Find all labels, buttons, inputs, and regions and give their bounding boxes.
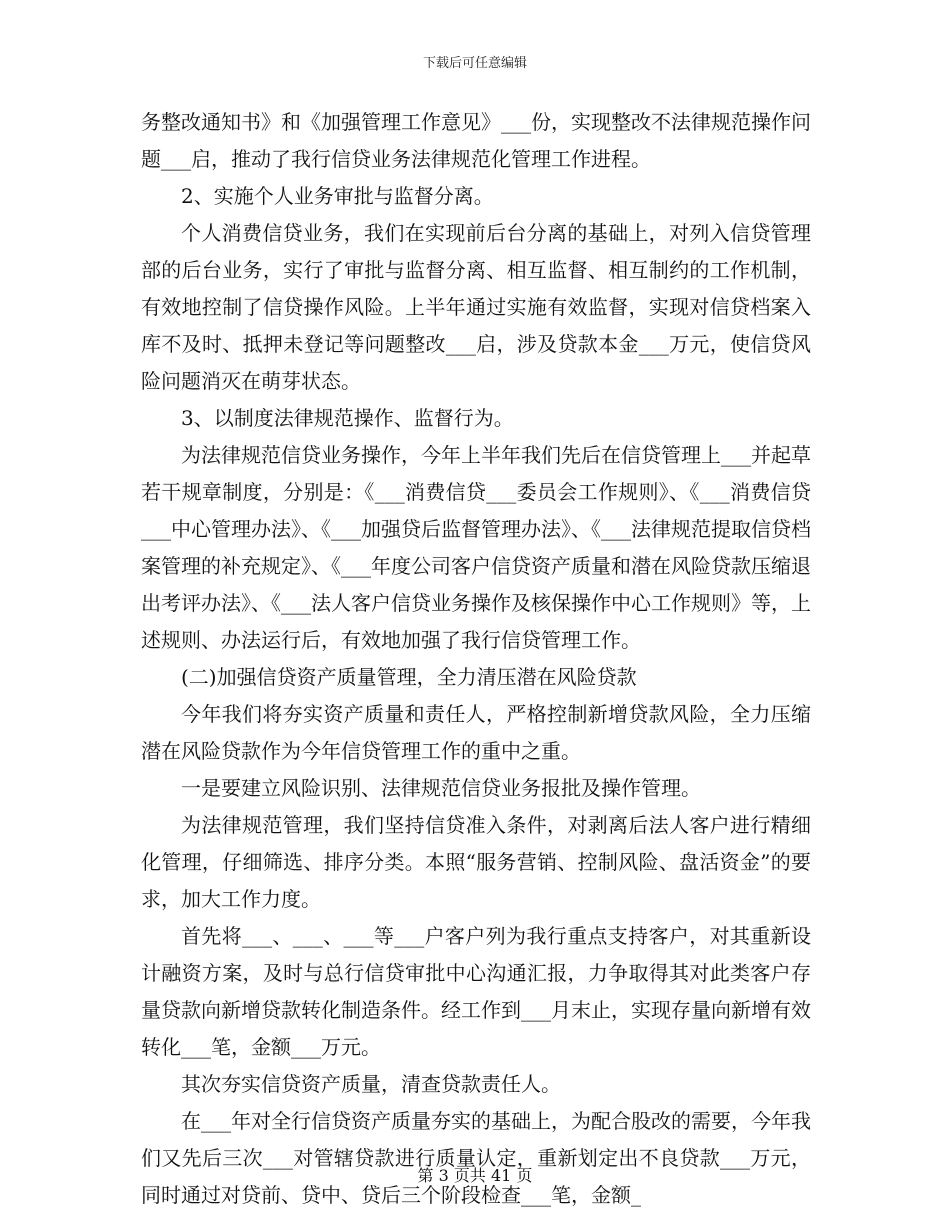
section-heading: (二)加强信贷资产质量管理，全力清压潜在风险贷款 xyxy=(181,665,637,689)
body-paragraph: 务整改通知书》和《加强管理工作意见》___份，实现整改不法律规范操作问题___启，推动了我行信贷业务法律规范化管理工作进程。 xyxy=(141,110,811,171)
section-heading: 其次夯实信贷资产质量，清查贷款责任人。 xyxy=(181,1072,561,1096)
page-number: 第 3 页共 41 页 xyxy=(417,1166,533,1185)
page-header-note: 下载后可任意编辑 xyxy=(422,56,527,71)
section-heading: 2、实施个人业务审批与监督分离。 xyxy=(181,184,494,208)
body-paragraph: 个人消费信贷业务，我们在实现前后台分离的基础上，对列入信贷管理部的后台业务，实行了审批与监督分离、相互监督、相互制约的工作机制，有效地控制了信贷操作风险。上半年通过实施有效监督，实现对信贷档案入库不及时、抵押未登记等问题整改___启，涉及贷款本金___万元，使信贷风险问题消灭在萌芽状态。 xyxy=(141,221,811,393)
document-body xyxy=(141,104,811,1214)
section-heading: 一是要建立风险识别、法律规范信贷业务报批及操作管理。 xyxy=(181,776,701,800)
section-heading: 3、以制度法律规范操作、监督行为。 xyxy=(181,406,514,430)
body-paragraph: 为法律规范信贷业务操作，今年上半年我们先后在信贷管理上___并起草若干规章制度，分别是：《___消费信贷___委员会工作规则》、《___消费信贷___中心管理办法》、《___加强贷后监督管理办法》、《___法律规范提取信贷档案管理的补充规定》、《___年度公司客户信贷资产质量和潜在风险贷款压缩退出考评办法》、《___法人客户信贷业务操作及核保操作中心工作规则》等，上述规则、办法运行后，有效地加强了我行信贷管理工作。 xyxy=(141,443,811,652)
body-paragraph: 今年我们将夯实资产质量和责任人，严格控制新增贷款风险，全力压缩潜在风险贷款作为今年信贷管理工作的重中之重。 xyxy=(141,702,811,763)
body-paragraph: 在___年对全行信贷资产质量夯实的基础上，为配合股改的需要，今年我们又先后三次___对管辖贷款进行质量认定，重新划定出不良贷款___万元，同时通过对贷前、贷中、贷后三个阶段检查___笔，金额_ xyxy=(141,1109,811,1207)
body-paragraph: 为法律规范管理，我们坚持信贷准入条件，对剥离后法人客户进行精细化管理，仔细筛选、排序分类。本照“服务营销、控制风险、盘活资金”的要求，加大工作力度。 xyxy=(141,813,811,911)
body-paragraph: 首先将___、___、___等___户客户列为我行重点支持客户，对其重新设计融资方案，及时与总行信贷审批中心沟通汇报，力争取得其对此类客户存量贷款向新增贷款转化制造条件。经工作到___月末止，实现存量向新增有效转化___笔，金额___万元。 xyxy=(141,924,811,1059)
